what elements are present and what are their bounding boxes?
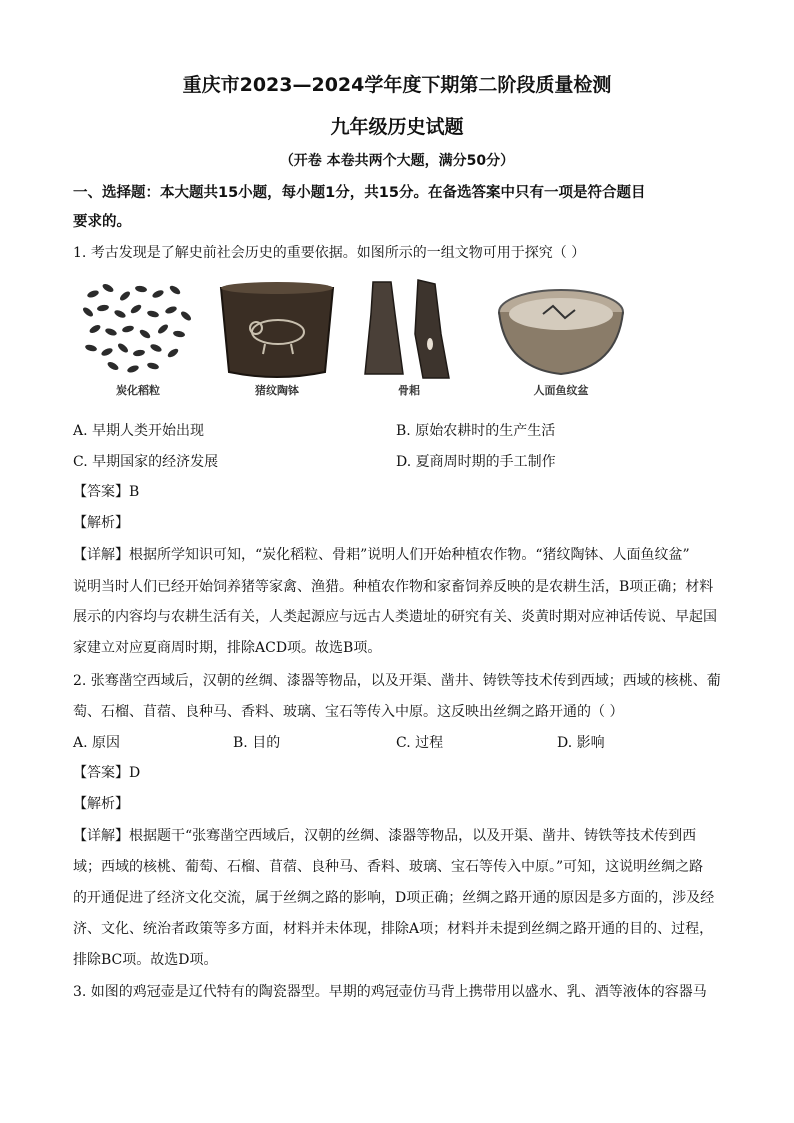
exam-subtitle: 九年级历史试题 (330, 116, 464, 138)
q3-stem: 3. 如图的鸡冠壶是辽代特有的陶瓷器型。早期的鸡冠壶仿马背上携带用以盛水、乳、酒等液体的容器马 (73, 984, 707, 1000)
q2-option-a: A. 原因 (73, 735, 121, 751)
q2-stem-line: 2. 张骞凿空西域后，汉朝的丝绸、漆器等物品，以及开渠、凿井、铸铁等技术传到西域；西域的核桃、葡 (73, 673, 721, 689)
q2-option-b: B. 目的 (233, 735, 281, 751)
q2-option-c: C. 过程 (396, 735, 444, 751)
q1-artifact-figure (73, 274, 653, 404)
caption-bone-spade: 骨耜 (398, 384, 420, 397)
q1-stem: 1. 考古发现是了解史前社会历史的重要依据。如图所示的一组文物可用于探究（ ） (73, 245, 586, 261)
carbonized-rice-image (81, 282, 192, 373)
pig-pattern-bowl-image (221, 282, 333, 377)
q1-option-a: A. 早期人类开始出现 (73, 423, 205, 439)
exam-note: （开卷 本卷共两个大题，满分50分） (279, 153, 515, 169)
q1-detail-line: 【详解】根据所学知识可知，“炭化稻粒、骨耜”说明人们开始种植农作物。“猪纹陶钵、人面鱼纹盆” (73, 547, 690, 563)
caption-pig-bowl: 猪纹陶钵 (255, 384, 299, 397)
exam-title: 重庆市2023—2024学年度下期第二阶段质量检测 (182, 74, 612, 96)
q1-detail-line: 说明当时人们已经开始饲养猪等家禽、渔猎。种植农作物和家畜饲养反映的是农耕生活，B项正确；材料 (73, 579, 714, 595)
q2-detail-line: 的开通促进了经济文化交流，属于丝绸之路的影响，D项正确；丝绸之路开通的原因是多方面的，涉及经 (73, 890, 715, 906)
face-fish-basin-image (499, 290, 623, 374)
q2-detail-line: 济、文化、统治者政策等多方面，材料并未体现，排除A项；材料并未提到丝绸之路开通的目的、过程， (73, 921, 714, 937)
q2-analysis-label: 【解析】 (73, 796, 129, 812)
q2-option-d: D. 影响 (557, 735, 605, 751)
section-heading-line1: 一、选择题：本大题共15小题，每小题1分，共15分。在备选答案中只有一项是符合题目 (73, 185, 646, 201)
q2-stem-line: 萄、石榴、苜蓿、良种马、香料、玻璃、宝石等传入中原。这反映出丝绸之路开通的（ ） (73, 704, 624, 720)
section-heading-line2: 要求的。 (73, 214, 131, 230)
q2-detail-line: 【详解】根据题干“张骞凿空西域后，汉朝的丝绸、漆器等物品，以及开渠、凿井、铸铁等技术传到西 (73, 828, 697, 844)
bone-spade-image (365, 280, 449, 378)
q1-option-c: C. 早期国家的经济发展 (73, 454, 219, 470)
caption-face-fish-basin: 人面鱼纹盆 (533, 384, 589, 397)
q2-detail-line: 排除BC项。故选D项。 (73, 952, 218, 968)
q2-detail-line: 域；西域的核桃、葡萄、石榴、苜蓿、良种马、香料、玻璃、宝石等传入中原。”可知，这说明丝绸之路 (73, 859, 704, 875)
caption-carbonized-rice: 炭化稻粒 (116, 384, 160, 397)
q1-analysis-label: 【解析】 (73, 515, 129, 531)
q1-detail-line: 家建立对应夏商周时期，排除ACD项。故选B项。 (73, 640, 382, 656)
q1-detail-line: 展示的内容均与农耕生活有关，人类起源应与远古人类遗址的研究有关、炎黄时期对应神话传说、早起国 (73, 609, 717, 625)
q1-option-b: B. 原始农耕时的生产生活 (396, 423, 556, 439)
q2-answer: 【答案】D (73, 765, 141, 781)
q1-option-d: D. 夏商周时期的手工制作 (396, 454, 556, 470)
q1-answer: 【答案】B (73, 484, 140, 500)
